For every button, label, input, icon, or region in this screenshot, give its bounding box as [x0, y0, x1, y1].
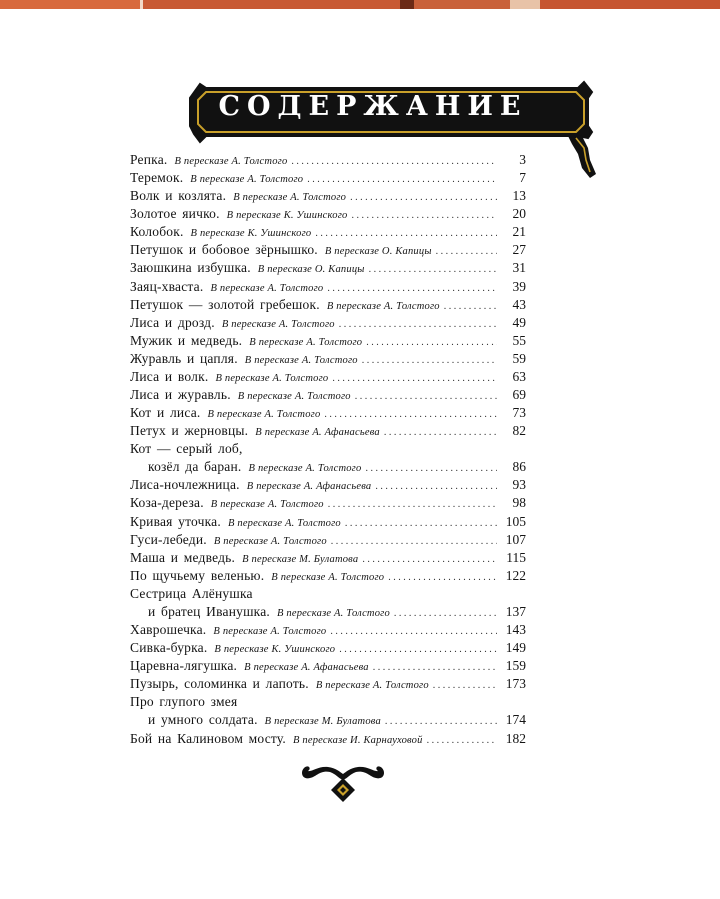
toc-entry-attribution: В пересказе А. Толстого [215, 372, 329, 384]
toc-entry-page: 93 [512, 477, 526, 493]
toc-entry-attribution: В пересказе А. Толстого [221, 318, 335, 330]
toc-entry [130, 351, 526, 369]
toc-entry-title: Лиса и волк. [130, 368, 209, 384]
toc-entry-attribution: В пересказе А. Толстого [326, 300, 440, 312]
toc-entry-page: 3 [519, 152, 526, 167]
toc-entry [130, 676, 526, 694]
toc-entry-page: 31 [512, 260, 526, 276]
dot-leader [369, 264, 497, 275]
toc-entry-title: Царевна-лягушка. [130, 658, 238, 674]
toc-entry [130, 495, 526, 513]
dot-leader [394, 608, 497, 619]
toc-entry [130, 568, 526, 586]
toc-entry-page: 49 [512, 314, 526, 330]
toc-entry-attribution: В пересказе А. Толстого [249, 336, 363, 348]
toc-entry [130, 297, 526, 315]
toc-entry-page: 98 [512, 495, 526, 511]
scroll-ornament-icon [298, 758, 388, 808]
toc-entry-attribution: В пересказе К. Ушинского [214, 644, 336, 656]
dot-leader [366, 337, 497, 348]
dot-leader [307, 174, 497, 185]
toc-entry [130, 423, 526, 441]
dot-leader [331, 536, 497, 547]
toc-entry-title: Коза-дереза. [130, 495, 204, 511]
toc-entry-title: Заяц-хваста. [130, 278, 204, 294]
toc-entry-title: Лиса и дрозд. [130, 314, 215, 330]
toc-entry-attribution: В пересказе О. Капицы [324, 246, 432, 258]
toc-entry-page: 69 [512, 387, 526, 403]
toc-entry-page: 43 [512, 296, 526, 312]
toc-entry-title: и братец Иванушка. [148, 603, 270, 619]
toc-entry-title: Маша и медведь. [130, 549, 236, 565]
toc-entry [130, 260, 526, 278]
toc-entry [130, 622, 526, 640]
toc-entry [130, 369, 526, 387]
toc-entry-title: Пузырь, соломинка и лапоть. [130, 676, 309, 692]
toc-entry [130, 550, 526, 568]
toc-entry [130, 477, 526, 495]
toc-entry-title: Гуси-лебеди. [130, 531, 207, 547]
dot-leader [330, 626, 497, 637]
toc-entry-attribution: В пересказе А. Толстого [213, 626, 327, 638]
toc-entry-page: 137 [505, 603, 526, 619]
toc-entry-page: 20 [512, 206, 526, 222]
dot-leader [324, 409, 497, 420]
toc-entry [130, 387, 526, 405]
toc-entry-attribution: В пересказе А. Толстого [248, 463, 362, 475]
table-of-contents [130, 152, 526, 749]
toc-entry-title: Заюшкина избушка. [130, 260, 251, 276]
toc-entry-attribution: В пересказе А. Толстого [227, 517, 341, 529]
dot-leader [351, 210, 497, 221]
toc-entry-attribution: В пересказе А. Толстого [244, 354, 358, 366]
toc-entry-title: Волк и козлята. [130, 188, 227, 204]
toc-entry-title: Сестрица Алёнушка [130, 585, 253, 601]
toc-entry-title: и умного солдата. [148, 712, 258, 728]
toc-entry-title: Золотое яичко. [130, 206, 220, 222]
toc-entry [130, 315, 526, 333]
toc-entry-title: Теремок. [130, 170, 184, 186]
toc-entry-page: 63 [512, 368, 526, 384]
toc-entry-page: 27 [512, 242, 526, 258]
dot-leader [355, 391, 497, 402]
dot-leader [332, 373, 497, 384]
toc-entry-attribution: В пересказе А. Толстого [233, 192, 347, 204]
dot-leader [373, 662, 497, 673]
toc-entry-title: Лиса и журавль. [130, 387, 231, 403]
toc-entry-page: 174 [505, 712, 526, 728]
dot-leader [345, 518, 497, 529]
toc-entry-attribution: В пересказе А. Толстого [315, 680, 429, 692]
dot-leader [328, 499, 497, 510]
toc-entry-title: Петушок — золотой гребешок. [130, 296, 320, 312]
toc-entry-title: Бой на Калиновом мосту. [130, 730, 286, 746]
toc-entry-attribution: В пересказе А. Толстого [190, 174, 304, 186]
toc-entry-title: Петух и жерновцы. [130, 423, 249, 439]
toc-entry [130, 640, 526, 658]
toc-entry-title: Петушок и бобовое зёрнышко. [130, 242, 318, 258]
toc-entry-attribution: В пересказе А. Афанасьева [244, 662, 369, 674]
toc-entry-page: 182 [505, 730, 526, 746]
toc-entry-attribution: В пересказе И. Карнауховой [292, 734, 423, 746]
dot-leader [315, 228, 497, 239]
toc-entry-attribution: В пересказе А. Толстого [213, 535, 327, 547]
toc-entry-page: 55 [512, 332, 526, 348]
dot-leader [350, 192, 497, 203]
toc-entry-attribution: В пересказе А. Толстого [210, 499, 324, 511]
dot-leader [339, 644, 497, 655]
toc-entry-title: Кот — серый лоб, [130, 441, 243, 457]
dot-leader [427, 735, 497, 746]
toc-entry-page: 82 [512, 423, 526, 439]
dot-leader [388, 572, 497, 583]
toc-entry [130, 694, 526, 712]
toc-entry-page: 173 [505, 676, 526, 692]
dot-leader [385, 716, 497, 727]
dot-leader [365, 463, 497, 474]
toc-entry-title: Хаврошечка. [130, 622, 207, 638]
toc-entry [130, 333, 526, 351]
toc-entry-page: 143 [505, 622, 526, 638]
toc-entry [130, 441, 526, 459]
toc-entry-page: 7 [519, 170, 526, 186]
toc-entry-attribution: В пересказе А. Толстого [271, 571, 385, 583]
toc-entry-title: Лиса-ночлежница. [130, 477, 240, 493]
toc-entry-title: Колобок. [130, 224, 184, 240]
toc-entry [130, 206, 526, 224]
toc-entry-page: 39 [512, 278, 526, 294]
toc-entry-page: 59 [512, 350, 526, 366]
toc-entry-title: Репка. [130, 152, 168, 167]
toc-entry-attribution: В пересказе М. Булатова [264, 716, 381, 728]
toc-entry-attribution: В пересказе А. Толстого [276, 607, 390, 619]
toc-entry [130, 224, 526, 242]
toc-entry-title: Кривая уточка. [130, 513, 221, 529]
toc-entry-page: 107 [505, 531, 526, 547]
toc-entry-attribution: В пересказе К. Ушинского [226, 210, 348, 222]
top-decorative-strip [0, 0, 720, 9]
dot-leader [384, 427, 497, 438]
toc-entry-attribution: В пересказе А. Толстого [174, 156, 288, 167]
toc-entry-attribution: В пересказе А. Афанасьева [255, 427, 380, 439]
dot-leader [433, 680, 497, 691]
toc-entry [130, 586, 526, 604]
toc-entry [130, 152, 526, 170]
toc-entry [130, 188, 526, 206]
dot-leader [291, 156, 497, 167]
toc-entry [130, 712, 526, 730]
dot-leader [436, 246, 497, 257]
toc-entry-title: Кот и лиса. [130, 405, 201, 421]
toc-entry-attribution: В пересказе А. Толстого [207, 409, 321, 421]
toc-entry-page: 86 [512, 459, 526, 475]
toc-entry-attribution: В пересказе О. Капицы [257, 264, 365, 276]
toc-entry-title: Мужик и медведь. [130, 332, 243, 348]
toc-entry-title: Сивка-бурка. [130, 640, 208, 656]
dot-leader [375, 481, 497, 492]
toc-entry-page: 159 [505, 658, 526, 674]
dot-leader [444, 301, 497, 312]
toc-entry-page: 21 [512, 224, 526, 240]
toc-entry [130, 170, 526, 188]
toc-entry [130, 604, 526, 622]
toc-entry-title: Журавль и цапля. [130, 350, 238, 366]
toc-entry-page: 115 [506, 549, 526, 565]
toc-entry-title: козёл да баран. [148, 459, 242, 475]
toc-entry-page: 149 [505, 640, 526, 656]
toc-entry [130, 532, 526, 550]
page-title: СОДЕРЖАНИЕ [218, 90, 528, 122]
toc-entry-page: 73 [512, 405, 526, 421]
dot-leader [327, 283, 497, 294]
toc-entry-attribution: В пересказе К. Ушинского [190, 228, 312, 240]
toc-entry [130, 658, 526, 676]
dot-leader [362, 355, 497, 366]
toc-entry-attribution: В пересказе А. Толстого [210, 282, 324, 294]
toc-entry-title: Про глупого змея [130, 694, 238, 710]
toc-entry-attribution: В пересказе А. Афанасьева [246, 481, 372, 493]
toc-entry-page: 105 [505, 513, 526, 529]
toc-entry [130, 279, 526, 297]
toc-entry-attribution: В пересказе А. Толстого [237, 391, 351, 403]
toc-entry-attribution: В пересказе М. Булатова [242, 553, 359, 565]
dot-leader [339, 319, 497, 330]
toc-entry-title: По щучьему веленью. [130, 567, 265, 583]
toc-entry [130, 514, 526, 532]
toc-entry [130, 405, 526, 423]
toc-entry-page: 13 [512, 188, 526, 204]
toc-entry [130, 459, 526, 477]
toc-entry [130, 242, 526, 260]
toc-entry-page: 122 [505, 567, 526, 583]
dot-leader [362, 554, 497, 565]
toc-entry [130, 731, 526, 749]
